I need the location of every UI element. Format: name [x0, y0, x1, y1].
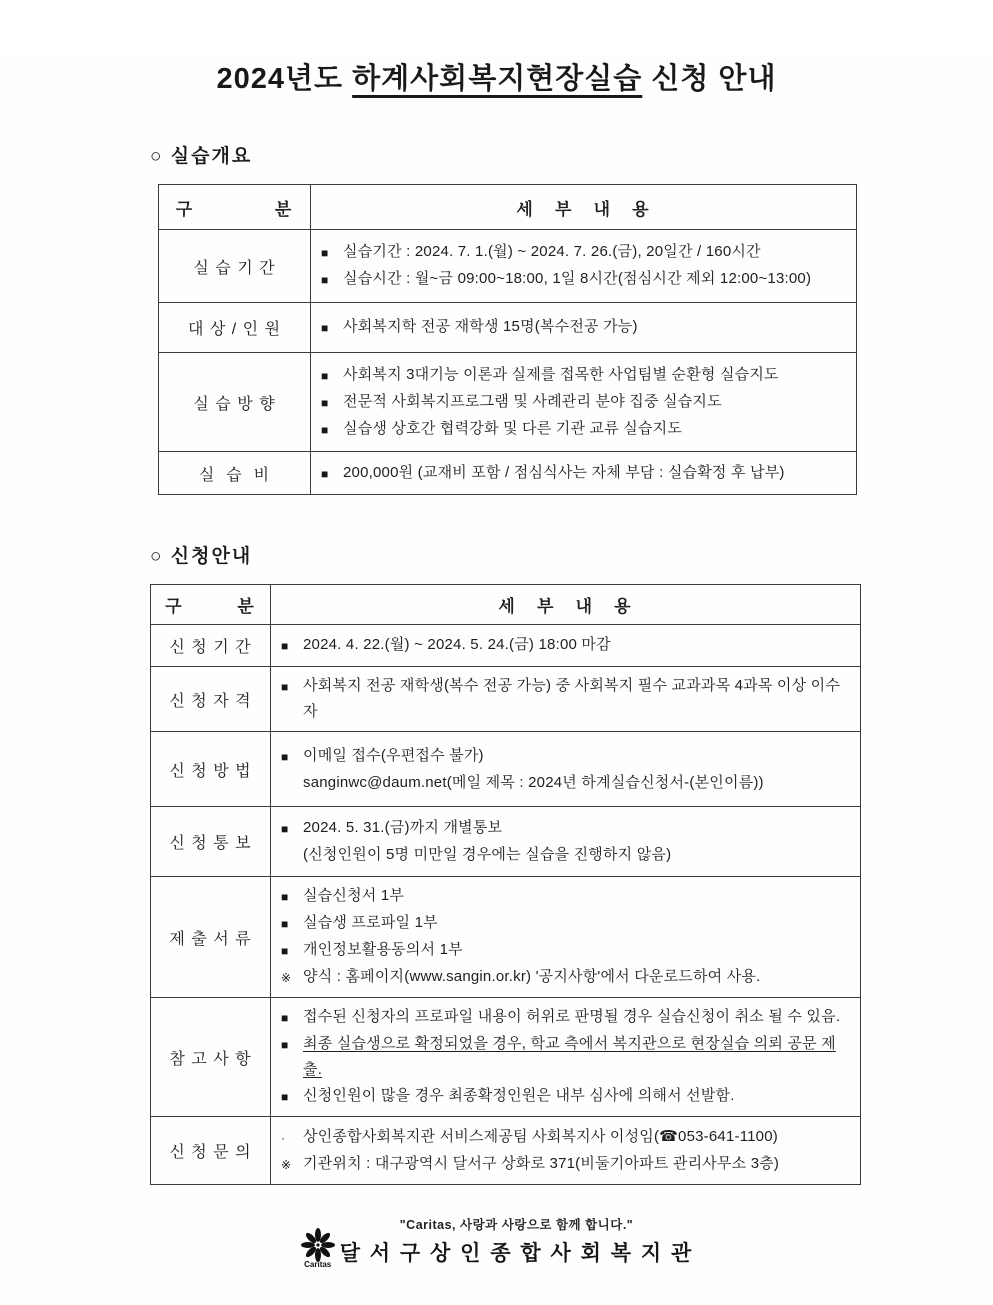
title-suffix: 신청 안내 — [642, 63, 777, 95]
detail-line — [321, 314, 848, 341]
square-bullet-icon: ■ — [281, 1090, 289, 1104]
detail-text: 개인정보활용동의서 1부 — [303, 941, 463, 958]
row-label: 신 청 통 보 — [151, 807, 271, 877]
col-header-category: 구 분 — [159, 185, 311, 230]
detail-text: 실습생 상호간 협력강화 및 다른 기관 교류 실습지도 — [343, 419, 683, 437]
application-guide-table — [150, 584, 861, 1185]
reference-mark-icon: ※ — [281, 1157, 292, 1172]
row-label: 대 상 / 인 원 — [159, 303, 311, 353]
organization-name: 달 서 구 상 인 종 합 사 회 복 지 관 — [339, 1242, 694, 1265]
detail-line-note — [281, 1151, 852, 1178]
col-header-category: 구 분 — [151, 585, 271, 625]
detail-text: 사회복지학 전공 재학생 15명(복수전공 가능) — [343, 318, 638, 335]
table-row-application-period — [151, 625, 861, 667]
detail-text: 전문적 사회복지프로그램 및 사례관리 분야 집중 실습지도 — [343, 392, 722, 410]
detail-text: 200,000원 (교재비 포함 / 점심식사는 자체 부담 : 실습확정 후 납부) — [343, 463, 785, 481]
table-row-practicum-fee — [159, 452, 857, 495]
detail-text: 접수된 신청자의 프로파일 내용이 허위로 판명될 경우 실습신청이 취소 될 수 있음. — [303, 1008, 841, 1025]
table-row-inquiry — [151, 1117, 861, 1185]
detail-line-continuation — [281, 842, 852, 868]
col-header-details: 세 부 내 용 — [311, 185, 857, 230]
square-bullet-icon: ■ — [321, 321, 329, 335]
detail-line — [321, 416, 848, 443]
row-label: 신 청 기 간 — [151, 625, 271, 667]
table-row-application-method — [151, 732, 861, 807]
table-header-row — [159, 185, 857, 230]
bullet-spacer — [281, 842, 303, 868]
detail-line — [281, 937, 852, 964]
detail-text: 2024. 4. 22.(월) ~ 2024. 5. 24.(금) 18:00 마감 — [303, 636, 611, 653]
detail-text: 실습시간 : 월~금 09:00~18:00, 1일 8시간(점심시간 제외 12:00~13:00) — [343, 270, 812, 287]
table-row-practicum-period — [159, 230, 857, 303]
detail-text: 이메일 접수(우편접수 불가) — [303, 746, 484, 764]
detail-text: 상인종합사회복지관 서비스제공팀 사회복지사 이성임(☎053-641-1100) — [303, 1127, 778, 1145]
detail-line — [281, 632, 852, 659]
square-bullet-icon: ■ — [281, 749, 289, 764]
detail-line-continuation — [281, 770, 852, 796]
detail-line — [321, 362, 848, 389]
title-underlined-part: 하계사회복지현장실습 — [352, 63, 643, 95]
practicum-overview-table — [158, 184, 857, 495]
caritas-logo — [300, 1227, 336, 1269]
row-label: 실 습 방 향 — [159, 353, 311, 452]
row-label: 참 고 사 항 — [151, 998, 271, 1117]
table-header-row — [151, 585, 861, 625]
square-bullet-icon: ■ — [281, 944, 289, 958]
detail-text: 2024. 5. 31.(금)까지 개별통보 — [303, 819, 503, 836]
table-row-target-headcount — [159, 303, 857, 353]
section-heading-application-guide: ○ 신청안내 — [150, 546, 253, 567]
detail-text: 실습기간 : 2024. 7. 1.(월) ~ 2024. 7. 26.(금), 20일간 / 160시간 — [343, 243, 761, 260]
detail-line — [321, 266, 848, 293]
detail-text: 기관위치 : 대구광역시 달서구 상화로 371(비둘기아파트 관리사무소 3층) — [303, 1154, 780, 1172]
square-bullet-icon: ■ — [321, 422, 329, 437]
detail-line — [281, 743, 852, 770]
detail-text-underlined: 최종 실습생으로 확정되었을 경우, 학교 측에서 복지관으로 현장실습 의뢰 공문 제출. — [303, 1035, 836, 1078]
page-title — [0, 56, 993, 97]
square-bullet-icon: ■ — [281, 680, 289, 694]
square-bullet-icon: ■ — [281, 917, 289, 931]
detail-line — [321, 239, 848, 266]
row-label: 신 청 자 격 — [151, 667, 271, 732]
detail-line — [281, 883, 852, 910]
detail-line — [281, 910, 852, 937]
detail-line — [281, 673, 852, 725]
detail-line — [321, 460, 848, 487]
title-prefix: 2024년도 — [216, 63, 353, 95]
square-bullet-icon: ■ — [321, 466, 329, 481]
reference-mark-icon: ※ — [281, 971, 292, 985]
table-row-notification — [151, 807, 861, 877]
col-header-details: 세 부 내 용 — [271, 585, 861, 625]
table-row-practicum-direction — [159, 353, 857, 452]
caritas-flower-icon — [300, 1227, 336, 1263]
table-row-remarks — [151, 998, 861, 1117]
row-label: 실 습 기 간 — [159, 230, 311, 303]
bullet-spacer — [281, 770, 303, 796]
square-bullet-icon: ■ — [281, 822, 289, 836]
detail-line — [281, 815, 852, 842]
detail-text: 양식 : 홈페이지(www.sangin.or.kr) '공지사항'에서 다운로드하여 사용. — [303, 968, 761, 985]
table-row-required-documents — [151, 877, 861, 998]
row-label: 신 청 방 법 — [151, 732, 271, 807]
detail-text: 신청인원이 많을 경우 최종확정인원은 내부 심사에 의해서 선발함. — [303, 1087, 735, 1104]
row-label: 제 출 서 류 — [151, 877, 271, 998]
square-bullet-icon: ■ — [321, 273, 329, 287]
row-label: 실 습 비 — [159, 452, 311, 495]
detail-text: 실습생 프로파일 1부 — [303, 914, 438, 931]
detail-line — [281, 1083, 852, 1110]
section-heading-practicum-overview: ○ 실습개요 — [150, 146, 253, 167]
square-bullet-icon: ■ — [281, 639, 289, 653]
detail-line — [321, 389, 848, 416]
detail-line — [281, 1124, 852, 1151]
detail-text: 사회복지 3대기능 이론과 실제를 접목한 사업팀별 순환형 실습지도 — [343, 365, 779, 383]
table-row-eligibility — [151, 667, 861, 732]
dot-bullet-icon: · — [281, 1130, 285, 1145]
square-bullet-icon: ■ — [321, 395, 329, 410]
square-bullet-icon: ■ — [281, 890, 289, 904]
detail-text: sanginwc@daum.net(메일 제목 : 2024년 하계실습신청서-(본인이름)) — [303, 773, 764, 791]
square-bullet-icon: ■ — [281, 1011, 289, 1025]
detail-text: (신청인원이 5명 미만일 경우에는 실습을 진행하지 않음) — [303, 846, 672, 863]
footer-quote: "Caritas, 사랑과 사랑으로 함께 합니다." — [399, 1218, 634, 1232]
detail-text: 사회복지 전공 재학생(복수 전공 가능) 중 사회복지 필수 교과과목 4과목 이상 이수자 — [303, 677, 841, 720]
square-bullet-icon: ■ — [321, 368, 329, 383]
detail-line — [281, 1004, 852, 1031]
detail-text: 실습신청서 1부 — [303, 887, 405, 904]
caritas-logo-caption: Caritas — [304, 1260, 332, 1269]
square-bullet-icon: ■ — [321, 246, 329, 260]
scanned-document-page — [0, 56, 993, 1305]
row-label: 신 청 문 의 — [151, 1117, 271, 1185]
square-bullet-icon: ■ — [281, 1038, 289, 1052]
detail-line — [281, 1031, 852, 1083]
document-footer — [0, 1215, 993, 1267]
detail-line-note — [281, 964, 852, 991]
